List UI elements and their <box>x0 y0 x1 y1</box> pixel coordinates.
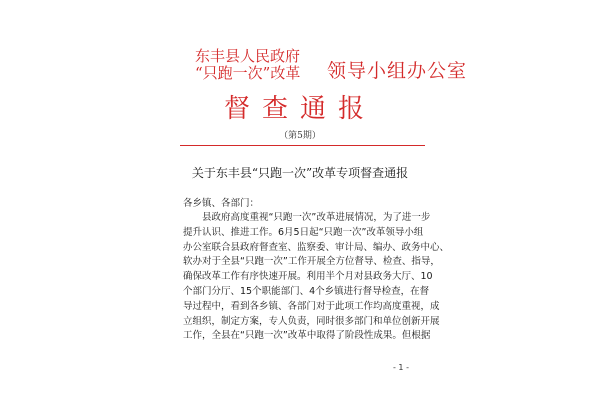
body-line: 确保改革工作有序快速开展。利用半个月对县政务大厅、10 <box>183 271 433 283</box>
body-line: 县政府高度重视“只跑一次”改革进展情况，为了进一步 <box>202 212 431 223</box>
page-number: - 1 - <box>393 363 409 372</box>
document-banner: 督查通报 <box>223 94 376 124</box>
body-line: 立组织，制定方案，专人负责，同时很多部门和单位创新开展 <box>183 315 440 327</box>
document-title: 关于东丰县“只跑一次”改革专项督查通报 <box>191 166 409 180</box>
body-text <box>183 211 450 344</box>
issuer-line-2: “只跑一次”改革 <box>195 64 301 82</box>
body-line: 软办对于全县“只跑一次”工作开展全方位督导、检查、指导， <box>183 256 440 268</box>
body-line: 提升认识、推进工作。6月5日起“只跑一次”改革领导小组 <box>183 226 424 238</box>
issuer-line-1: 东丰县人民政府 <box>195 47 301 65</box>
issue-number: （第5期） <box>279 131 321 141</box>
body-line: 工作，全县在“只跑一次”改革中取得了阶段性成果。但根据 <box>183 330 431 342</box>
issuer-office: 领导小组办公室 <box>327 60 468 82</box>
body-line: 导过程中，看到各乡镇、各部门对于此项工作均高度重视，成 <box>183 300 440 312</box>
body-line: 个部门分厅、15个职能部门、4个乡镇进行督导检查，在督 <box>183 285 430 297</box>
salutation: 各乡镇、各部门： <box>183 198 260 209</box>
red-divider-line <box>180 145 425 146</box>
body-line: 办公室联合县政府督查室、监察委、审计局、编办、政务中心、 <box>183 241 450 253</box>
